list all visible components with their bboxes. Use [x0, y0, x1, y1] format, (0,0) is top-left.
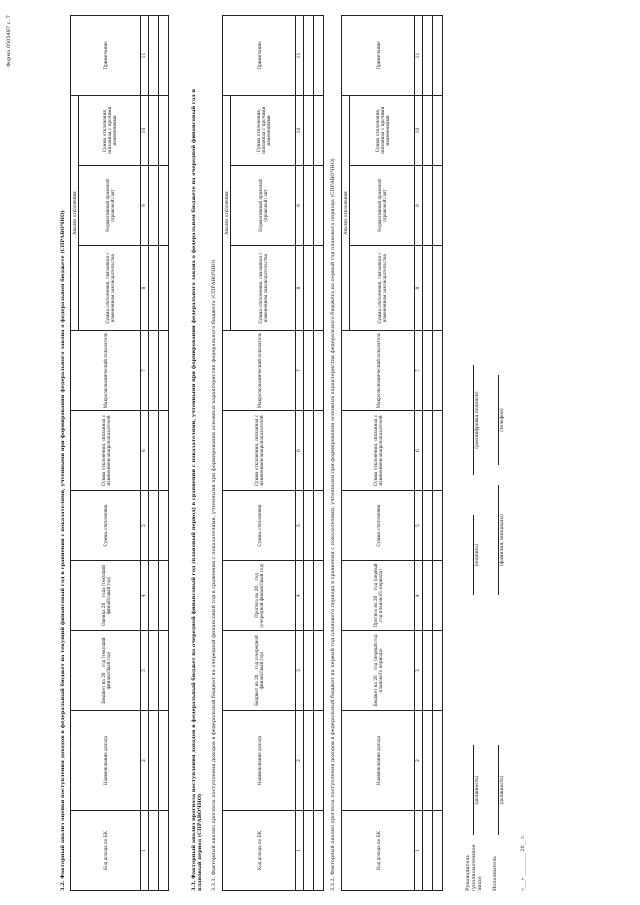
head-signature-line: [473, 515, 474, 595]
section-2-table: [222, 15, 324, 891]
header-code: Код дохода по БК: [223, 811, 296, 891]
header-legal-act: Нормативный правовой (правовой) акт: [350, 166, 415, 246]
col-number: 5: [296, 491, 304, 561]
col-number: 4: [415, 561, 423, 631]
table-row: [423, 15, 433, 890]
col-number: 10: [296, 95, 304, 165]
col-number: 6: [141, 411, 149, 491]
header-law-deviation: Сумма отклонения, связанная с изменением законодательства: [350, 246, 415, 331]
header-deviation: Сумма отклонения: [223, 491, 296, 561]
col-number: 8: [296, 246, 304, 331]
col-number: 1: [296, 811, 304, 891]
section-3-table: [341, 15, 443, 891]
position-caption: (должность): [500, 775, 505, 805]
executor-label: Исполнитель: [492, 856, 498, 891]
header-other-deviation: Сумма отклонения, связанная с прочими изменениями: [79, 95, 141, 165]
header-name: Наименование дохода: [223, 711, 296, 811]
header-legal-act: Нормативный правовой (правовой) акт: [79, 166, 141, 246]
col-number: 7: [415, 331, 423, 411]
col-number: 8: [415, 246, 423, 331]
header-code: Код дохода по БК: [71, 811, 141, 891]
section-3-subtitle: 3.3.2. Факторный анализ прогноза поступления доходов в федеральный бюджет на первый год планового периода в сравнении с показателями, учтенными при формировании основных характеристик федерального бюджета на первый год планового периода (СПРАВОЧНО): [330, 158, 336, 891]
table-row: [304, 15, 314, 890]
signature-caption: (подпись): [475, 543, 480, 567]
col-number: 10: [415, 95, 423, 165]
header-name: Наименование дохода: [342, 711, 415, 811]
total-row: [314, 15, 324, 890]
col-number: 5: [141, 491, 149, 561]
col-number: 7: [296, 331, 304, 411]
fio-caption: (фамилия, инициалы): [500, 514, 505, 566]
header-note: Примечание: [71, 15, 141, 95]
col-number: 10: [141, 95, 149, 165]
form-label: Форма 0505487 с. 7: [6, 15, 12, 67]
header-law-deviation: Сумма отклонения, связанная с изменением законодательства: [231, 246, 296, 331]
section-2-title: 3.3. Факторный анализ прогноза поступления доходов в федеральный бюджет на очередной финансовый год (плановый период) в сравнении с показателями, учтенными при формировании федерального закона о федеральном бюджете на очередной финансовый год и плановый период (СПРАВОЧНО): [191, 88, 203, 891]
header-macro-indicator: Макроэкономический показатель: [223, 331, 296, 411]
section-1-title: 3.2. Факторный анализ оценки поступления доходов в федеральный бюджет на текущий финансовый год в сравнении с показателями, учтенными при формировании федерального закона о федеральном бюджете (СПРАВОЧНО): [60, 210, 66, 891]
header-macro-indicator: Макроэкономический показатель: [342, 331, 415, 411]
header-note: Примечание: [223, 15, 296, 95]
head-label: Руководитель (уполномоченное лицо): [465, 844, 483, 891]
executor-fio-line: [498, 485, 499, 595]
col-number: 7: [141, 331, 149, 411]
col-number: 8: [141, 246, 149, 331]
col-number: 9: [415, 166, 423, 246]
header-budget: Бюджет на 20__ год (очередной финансовый год): [223, 631, 296, 711]
header-deviation: Сумма отклонения: [71, 491, 141, 561]
col-number: 4: [141, 561, 149, 631]
header-other-deviation: Сумма отклонения, связанная с прочими изменениями: [350, 95, 415, 165]
col-number: 3: [415, 631, 423, 711]
col-number: 1: [415, 811, 423, 891]
col-number: 1: [141, 811, 149, 891]
total-row: [433, 15, 443, 890]
head-decode-line: [473, 365, 474, 475]
executor-phone-line: [498, 375, 499, 465]
header-budget: Бюджет на 20__ год (текущий финансовый год): [71, 631, 141, 711]
decode-caption: (расшифровка подписи): [475, 391, 480, 449]
header-forecast: Прогноз на 20__ год (очередной финансовый год): [223, 561, 296, 631]
table-row: [149, 15, 159, 890]
head-position-line: [473, 745, 474, 835]
header-macro-deviation: Сумма отклонения, связанная с изменением макропоказателей: [71, 411, 141, 491]
header-code: Код дохода по БК: [342, 811, 415, 891]
date-line: «___» _________ 20__ г.: [520, 834, 526, 891]
header-macro-deviation: Сумма отклонения, связанная с изменением макропоказателей: [223, 411, 296, 491]
section-1-table: [70, 15, 169, 891]
executor-position-line: [498, 745, 499, 835]
col-number: 6: [296, 411, 304, 491]
header-law-deviation: Сумма отклонения, связанная с изменением законодательства: [79, 246, 141, 331]
col-number: 2: [296, 711, 304, 811]
phone-caption: (телефон): [500, 408, 505, 432]
header-other-deviation: Сумма отклонения, связанная с прочими изменениями: [231, 95, 296, 165]
col-number: 4: [296, 561, 304, 631]
col-number: 2: [415, 711, 423, 811]
total-row: [159, 15, 169, 890]
header-legal-act: Нормативный правовой (правовой) акт: [231, 166, 296, 246]
col-number: 11: [141, 15, 149, 95]
header-macro-deviation: Сумма отклонения, связанная с изменением макропоказателей: [342, 411, 415, 491]
col-number: 11: [296, 15, 304, 95]
col-number: 6: [415, 411, 423, 491]
col-number: 9: [141, 166, 149, 246]
header-analysis-group: Анализ отклонения: [223, 95, 231, 330]
col-number: 9: [296, 166, 304, 246]
header-macro-indicator: Макроэкономический показатель: [71, 331, 141, 411]
header-name: Наименование дохода: [71, 711, 141, 811]
col-number: 5: [415, 491, 423, 561]
header-analysis-group: Анализ отклонения: [71, 95, 79, 330]
section-2-subtitle: 3.3.1. Факторный анализ прогноза поступления доходов в федеральный бюджет на очередной финансовый год в сравнении с показателями, учтенными при формировании основных характеристик федерального бюджета (СПРАВОЧНО): [211, 259, 217, 891]
header-estimate: Оценка 20__ года (текущий финансовый год): [71, 561, 141, 631]
col-number: 2: [141, 711, 149, 811]
header-note: Примечание: [342, 15, 415, 95]
position-caption: (должность): [475, 775, 480, 805]
col-number: 3: [141, 631, 149, 711]
col-number: 11: [415, 15, 423, 95]
header-deviation: Сумма отклонения: [342, 491, 415, 561]
col-number: 3: [296, 631, 304, 711]
header-budget: Бюджет на 20__ год (первый год планового периода): [342, 631, 415, 711]
header-analysis-group: Анализ отклонения: [342, 95, 350, 330]
header-forecast: Прогноз на 20__ год (первый год планового периода): [342, 561, 415, 631]
